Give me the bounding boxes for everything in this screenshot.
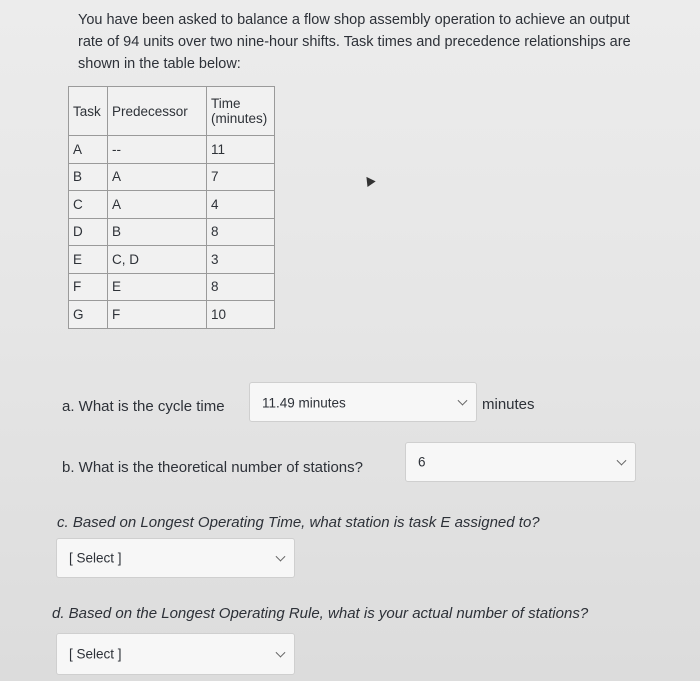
cell-time: 8 [207,273,275,301]
task-e-station-select[interactable] [56,538,295,578]
task-table [68,86,275,329]
header-task: Task [69,87,108,136]
cycle-time-selected-value: 11.49 minutes [262,395,346,411]
table-row [69,246,275,274]
table-row [69,163,275,191]
cell-predecessor: A [108,163,207,191]
table-row [69,301,275,329]
chevron-down-icon [617,456,627,466]
cell-time: 8 [207,218,275,246]
chevron-down-icon [458,396,468,406]
cycle-time-select[interactable] [249,382,477,422]
cell-predecessor: E [108,273,207,301]
actual-stations-selected-value: [ Select ] [69,646,122,662]
cell-task: E [69,246,108,274]
stations-selected-value: 6 [418,454,426,470]
cell-time: 4 [207,191,275,219]
header-time-line1: Time [211,96,241,111]
question-c-label: c. Based on Longest Operating Time, what station is task E assigned to? [57,514,540,531]
table-row [69,218,275,246]
table-header-row [69,87,275,136]
cell-time: 7 [207,163,275,191]
mouse-cursor-icon [362,174,375,187]
header-time-line2: (minutes) [211,111,268,126]
cell-time: 11 [207,136,275,164]
cell-time: 10 [207,301,275,329]
cycle-time-unit: minutes [482,396,535,413]
actual-stations-select[interactable] [56,633,295,675]
problem-statement: You have been asked to balance a flow shop assembly operation to achieve an output rate of 94 units over two nine-hour shifts. Task times and precedence relationships are shown in the table below: [78,12,631,72]
table-row [69,191,275,219]
cell-task: C [69,191,108,219]
cell-predecessor: F [108,301,207,329]
cell-predecessor: -- [108,136,207,164]
cell-predecessor: A [108,191,207,219]
cell-task: F [69,273,108,301]
cell-task: D [69,218,108,246]
cell-predecessor: B [108,218,207,246]
stations-select[interactable] [405,442,636,482]
cell-task: A [69,136,108,164]
chevron-down-icon [276,552,286,562]
header-time [207,87,275,136]
question-a-label: a. What is the cycle time [62,398,225,415]
cell-task: B [69,163,108,191]
cell-time: 3 [207,246,275,274]
chevron-down-icon [276,648,286,658]
table-row [69,136,275,164]
cell-task: G [69,301,108,329]
header-predecessor: Predecessor [108,87,207,136]
cell-predecessor: C, D [108,246,207,274]
question-d-label: d. Based on the Longest Operating Rule, what is your actual number of stations? [52,605,589,622]
task-e-station-selected-value: [ Select ] [69,550,122,566]
question-b-label: b. What is the theoretical number of stations? [62,459,363,476]
table-row [69,273,275,301]
